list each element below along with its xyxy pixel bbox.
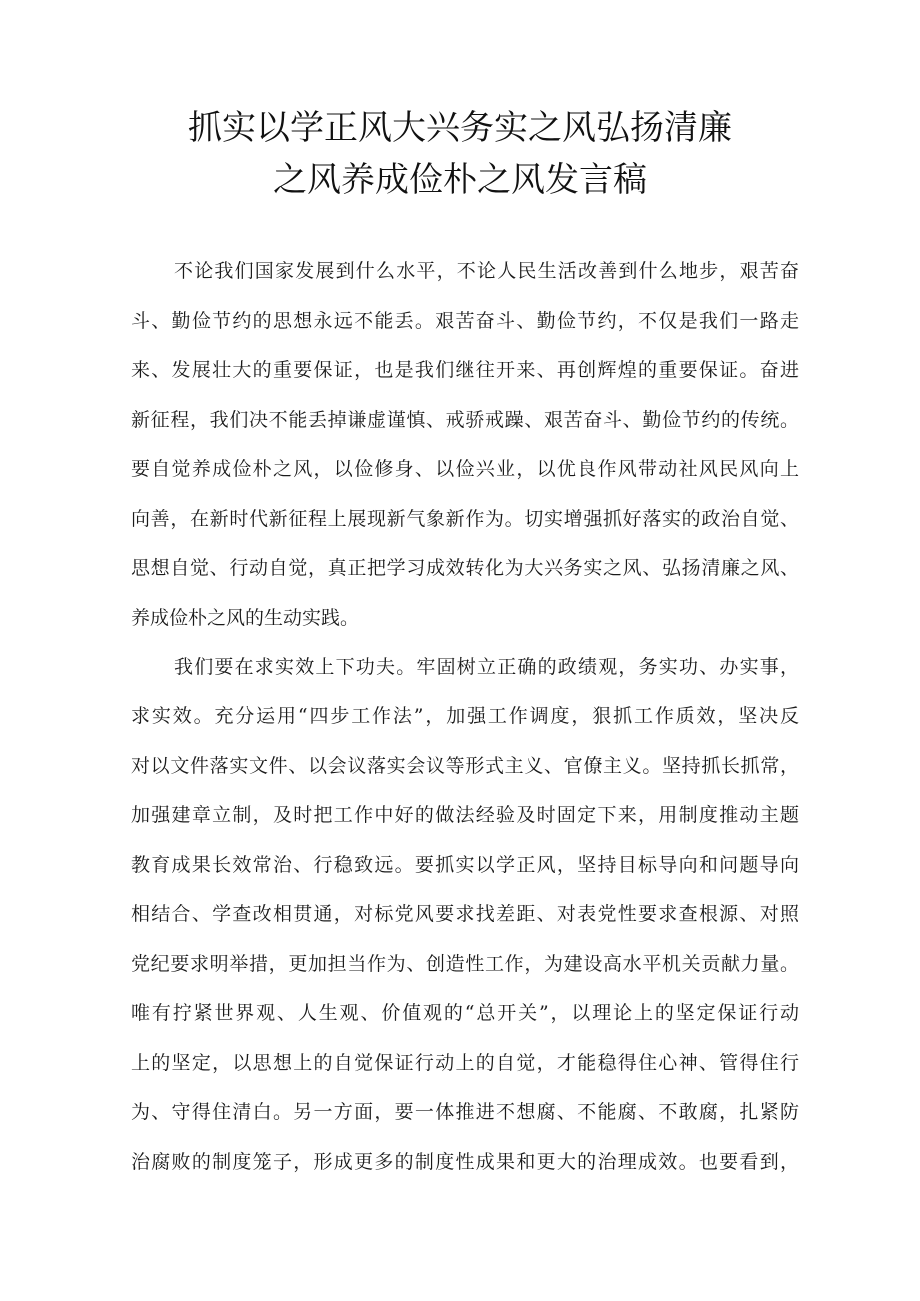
paragraph-2-line-6: 相结合、学查改相贯通，对标党风要求找差距、对表党性要求查根源、对照 <box>131 903 799 925</box>
paragraph-1-line-6: 向善，在新时代新征程上展现新气象新作为。切实增强抓好落实的政治自觉、 <box>131 508 799 530</box>
paragraph-2-line-4: 加强建章立制，及时把工作中好的做法经验及时固定下来，用制度推动主题 <box>131 804 799 826</box>
paragraph-2-line-10: 为、守得住清白。另一方面，要一体推进不想腐、不能腐、不敢腐，扎紧防 <box>131 1101 799 1123</box>
paragraph-1-line-1: 不论我们国家发展到什么水平，不论人民生活改善到什么地步，艰苦奋 <box>174 260 799 282</box>
paragraph-2-line-8: 唯有拧紧世界观、人生观、价值观的“总开关”，以理论上的坚定保证行动 <box>131 1002 799 1024</box>
paragraph-1-line-8: 养成俭朴之风的生动实践。 <box>131 607 360 629</box>
paragraph-2-line-7: 党纪要求明举措，更加担当作为、创造性工作，为建设高水平机关贡献力量。 <box>131 953 799 975</box>
paragraph-1-line-7: 思想自觉、行动自觉，真正把学习成效转化为大兴务实之风、弘扬清廉之风、 <box>131 557 799 579</box>
paragraph-2-line-2: 求实效。充分运用“四步工作法”，加强工作调度，狠抓工作质效，坚决反 <box>131 705 799 727</box>
paragraph-2-line-3: 对以文件落实文件、以会议落实会议等形式主义、官僚主义。坚持抓长抓常， <box>131 755 799 777</box>
paragraph-2-line-1: 我们要在求实效上下功夫。牢固树立正确的政绩观，务实功、办实事， <box>174 656 799 678</box>
paragraph-1-line-3: 来、发展壮大的重要保证，也是我们继往开来、再创辉煌的重要保证。奋进 <box>131 359 799 381</box>
paragraph-2-line-11: 治腐败的制度笼子，形成更多的制度性成果和更大的治理成效。也要看到， <box>131 1151 799 1173</box>
paragraph-2-line-5: 教育成果长效常治、行稳致远。要抓实以学正风，坚持目标导向和问题导向 <box>131 854 799 876</box>
paragraph-1-line-2: 斗、勤俭节约的思想永远不能丢。艰苦奋斗、勤俭节约，不仅是我们一路走 <box>131 310 799 332</box>
paragraph-2-line-9: 上的坚定，以思想上的自觉保证行动上的自觉，才能稳得住心神、管得住行 <box>131 1052 799 1074</box>
document-title-line-2: 之风养成俭朴之风发言稿 <box>273 160 647 200</box>
document-title-line-1: 抓实以学正风大兴务实之风弘扬清廉 <box>188 108 732 148</box>
paragraph-1-line-4: 新征程，我们决不能丢掉谦虚谨慎、戒骄戒躁、艰苦奋斗、勤俭节约的传统。 <box>131 409 799 431</box>
paragraph-1-line-5: 要自觉养成俭朴之风，以俭修身、以俭兴业，以优良作风带动社风民风向上 <box>131 458 799 480</box>
